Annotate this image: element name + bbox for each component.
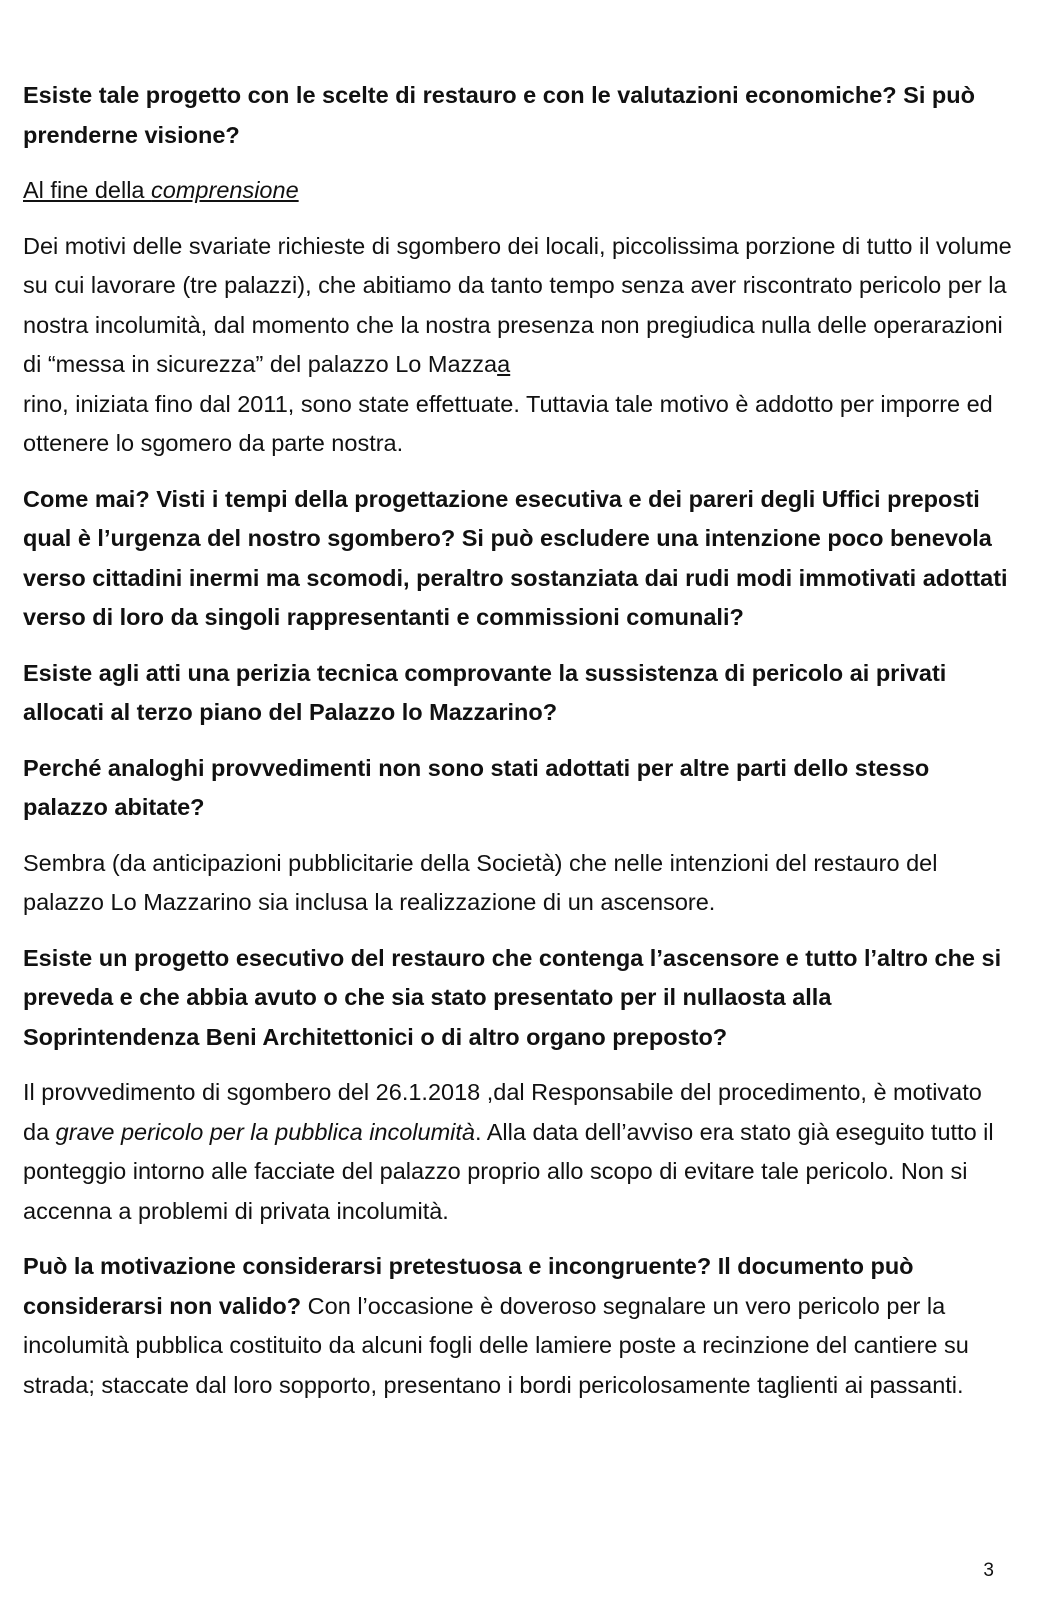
- document-body: [23, 76, 1013, 1421]
- body-paragraph-2: [23, 844, 1013, 923]
- question-paragraph-2: [23, 480, 1013, 638]
- paragraph-prefix: Il provvedimento di sgombero del 26.1.2018 ,dal Responsabile del procedimento, è motivato da: [23, 1079, 982, 1145]
- paragraph-text-continued: rino, iniziata fino dal 2011, sono state effettuate. Tuttavia tale motivo è addotto per imporre ed ottenere lo sgomero da parte nostra.: [23, 390, 993, 456]
- paragraph-text: Dei motivi delle svariate richieste di sgombero dei locali, piccolissima porzione di tutto il volume su cui lavorare (tre palazzi), che abitiamo da tanto tempo senza aver riscontrato pericolo per la nostra incolumità, dal momento che la nostra presenza non pregiudica nulla delle operarazioni di “messa in sicurezza” del palazzo Lo Mazza: [23, 232, 1012, 377]
- body-paragraph-3: [23, 1073, 1013, 1231]
- underlined-letter: a: [497, 351, 511, 377]
- heading-emphasis: comprensione: [151, 177, 299, 203]
- paragraph-text: Esiste agli atti una perizia tecnica comprovante la sussistenza di pericolo ai privati allocati al terzo piano del Palazzo lo Mazzarino?: [23, 659, 947, 725]
- paragraph-text: Esiste un progetto esecutivo del restauro che contenga l’ascensore e tutto l’altro che si preveda e che abbia avuto o che sia stato presentato per il nullaosta alla Soprintendenza Beni Architettonici o di altro organo preposto?: [23, 944, 1002, 1050]
- paragraph-emphasis: grave pericolo per la pubblica incolumità: [55, 1118, 475, 1145]
- paragraph-text: Esiste tale progetto con le scelte di restauro e con le valutazioni economiche? Si può prenderne visione?: [23, 82, 975, 148]
- paragraph-text: Perché analoghi provvedimenti non sono stati adottati per altre parti dello stesso palazzo abitate?: [23, 754, 930, 820]
- section-heading: [23, 171, 1013, 211]
- question-paragraph-5: [23, 939, 1013, 1058]
- question-paragraph-1: [23, 76, 1013, 155]
- paragraph-text: Come mai? Visti i tempi della progettazione esecutiva e dei pareri degli Uffici preposti qual è l’urgenza del nostro sgombero? Si può escludere una intenzione poco benevola verso cittadini inermi ma scomodi, peraltro sostanziata dai rudi modi immotivati adottati verso di loro da singoli rappresentanti e commissioni comunali?: [23, 485, 1008, 630]
- page-number: 3: [983, 1560, 994, 1581]
- heading-prefix: Al fine della: [23, 177, 152, 203]
- body-paragraph-1: [23, 227, 1013, 464]
- mixed-paragraph: [23, 1247, 1013, 1405]
- paragraph-normal-text: Con l’occasione è doveroso segnalare un vero pericolo per la incolumità pubblica costituito da alcuni fogli delle lamiere poste a recinzione del cantiere su strada; staccate dal loro sopporto, presentano i bordi pericolosamente taglienti ai passanti.: [23, 1292, 969, 1398]
- paragraph-bold-question: Può la motivazione considerarsi pretestuosa e incongruente? Il documento può considerarsi non valido?: [23, 1253, 914, 1319]
- paragraph-text: Sembra (da anticipazioni pubblicitarie della Società) che nelle intenzioni del restauro del palazzo Lo Mazzarino sia inclusa la realizzazione di un ascensore.: [23, 849, 938, 915]
- question-paragraph-4: [23, 749, 1013, 828]
- question-paragraph-3: [23, 654, 1013, 733]
- paragraph-suffix: . Alla data dell’avviso era stato già eseguito tutto il ponteggio intorno alle facciate del palazzo proprio allo scopo di evitare tale pericolo. Non si accenna a problemi di privata incolumità.: [23, 1118, 994, 1224]
